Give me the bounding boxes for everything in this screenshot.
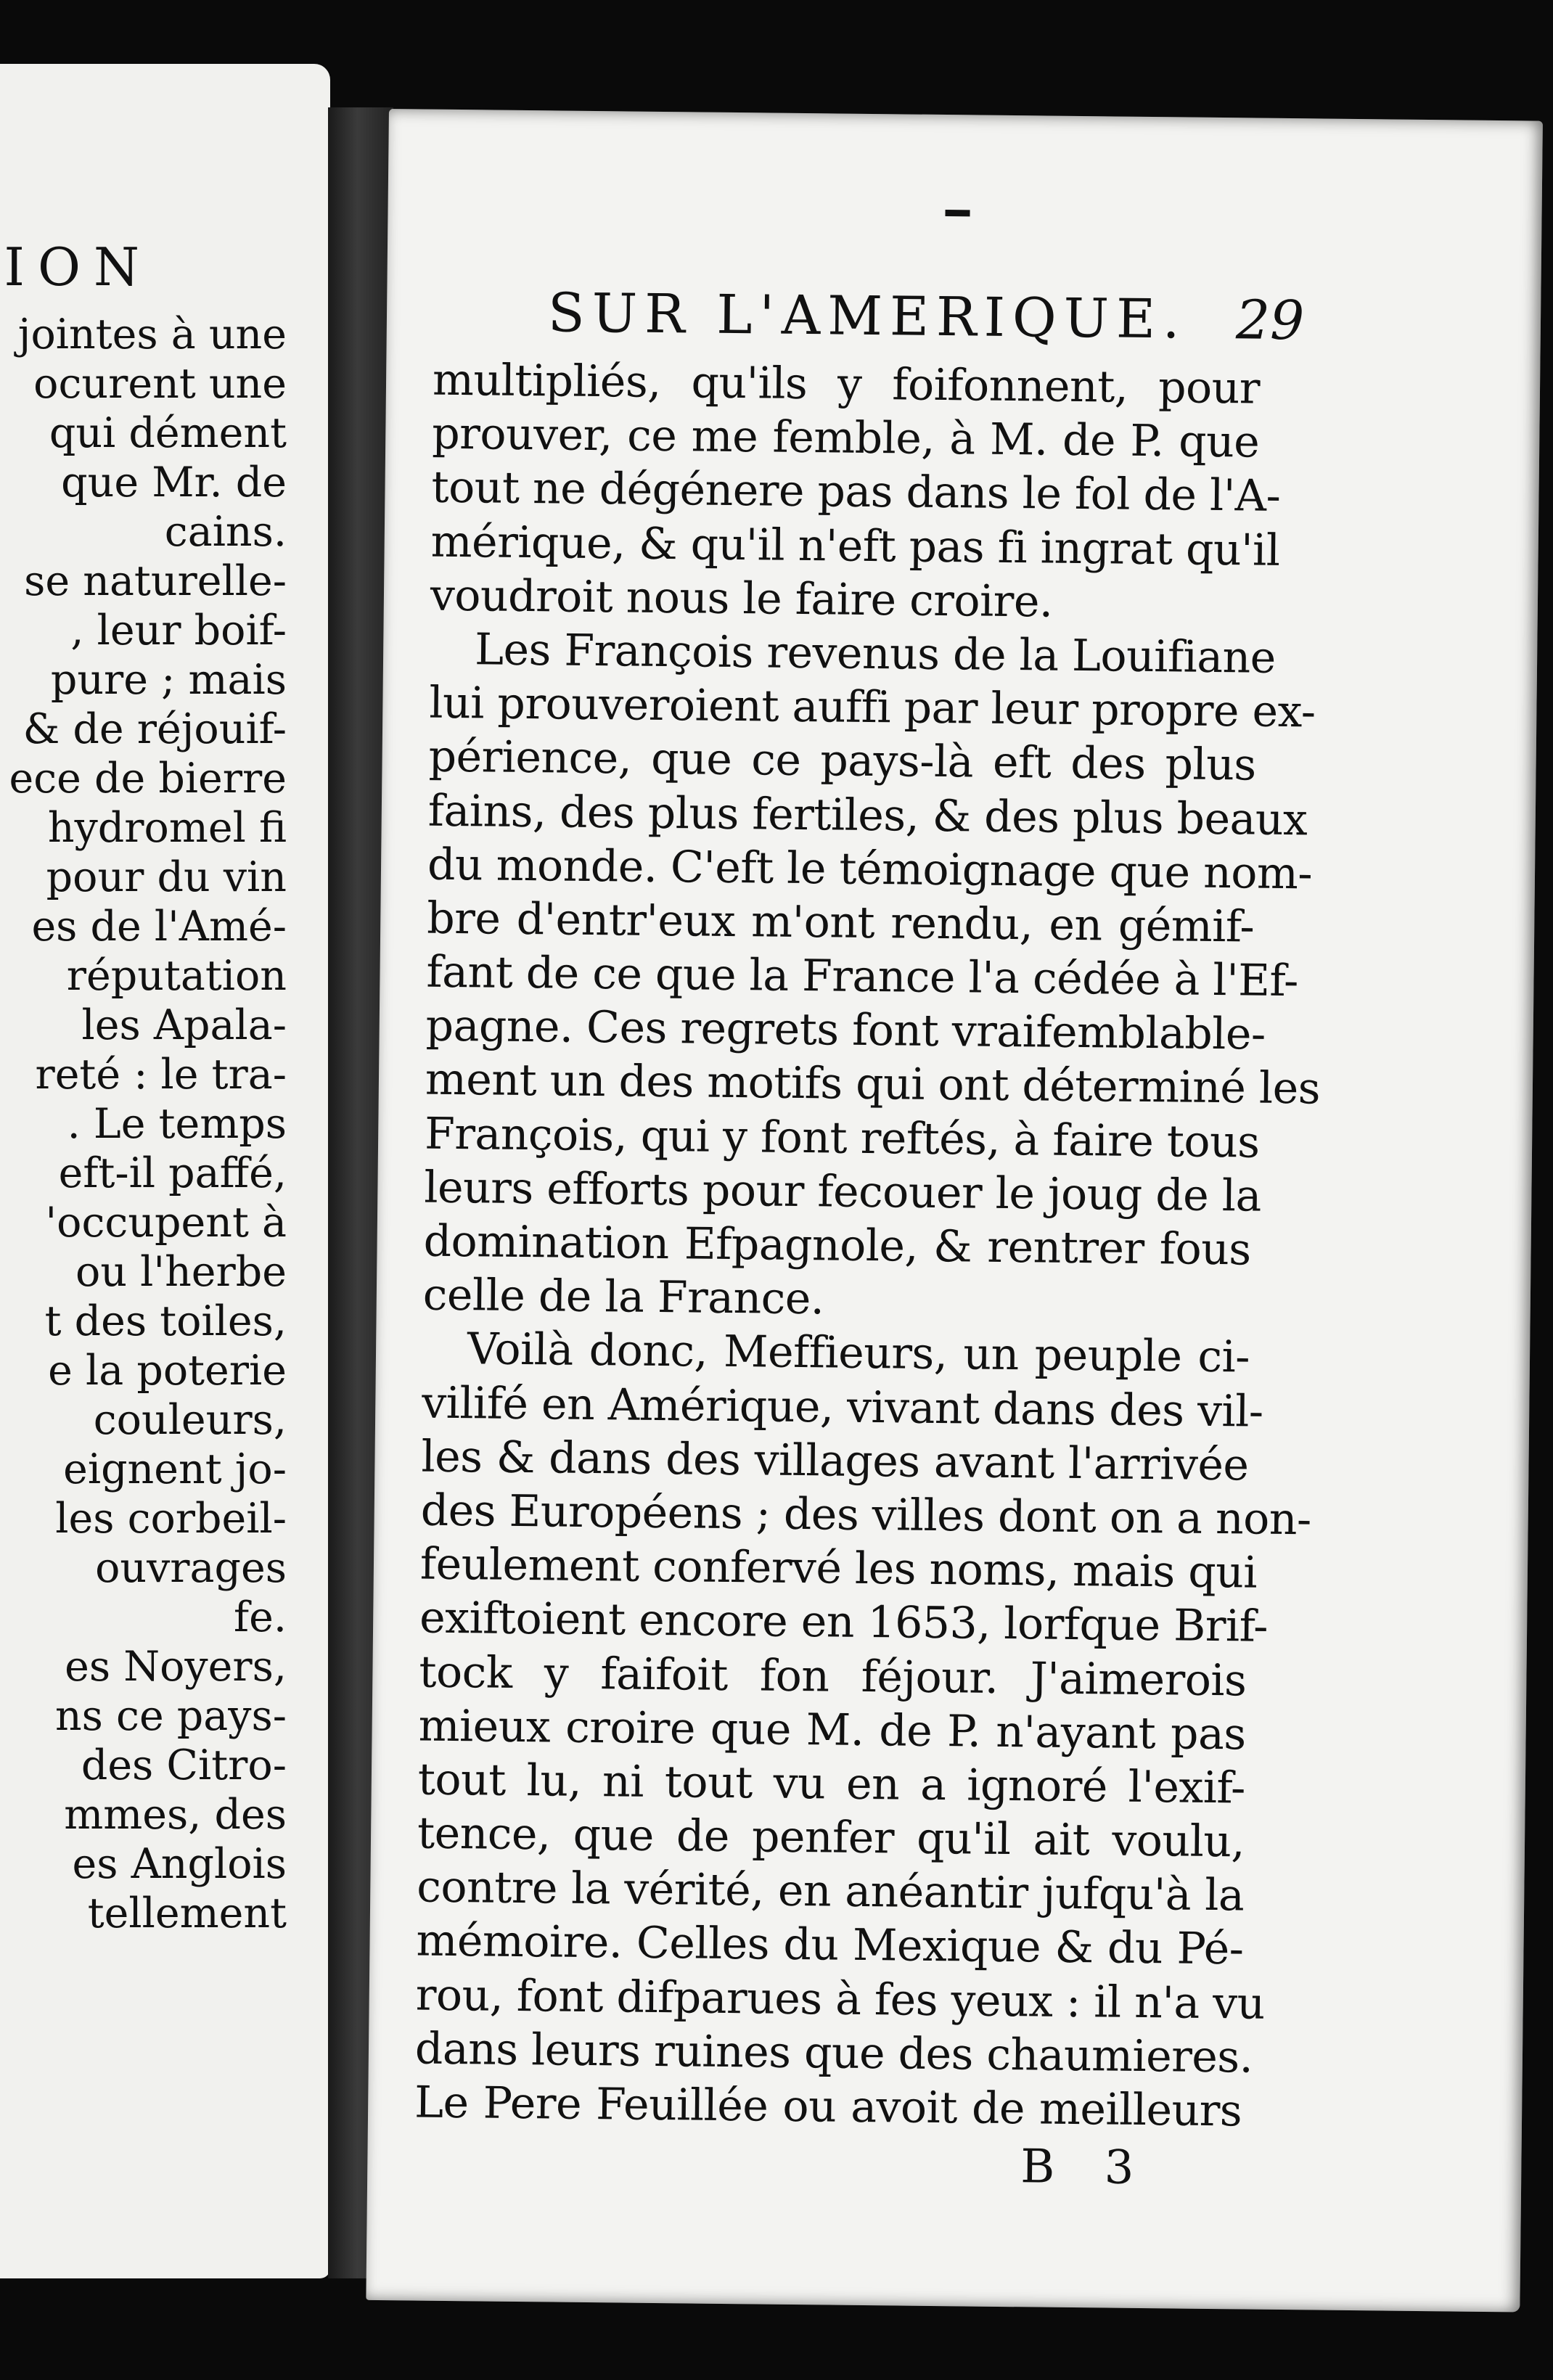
text-line: multipliés, qu'ils y foifonnent, pour — [432, 354, 1261, 414]
right-page — [366, 109, 1543, 2312]
text-line: fains, des plus fertiles, & des plus beaux — [427, 785, 1308, 845]
text-line: dans leurs ruines que des chaumieres. — [414, 2023, 1253, 2083]
left-page-header: ION — [4, 237, 152, 298]
left-text-line: les corbeil- — [55, 1495, 287, 1543]
running-head: SUR L'AMERIQUE. — [547, 282, 1188, 351]
left-text-line: , leur boif- — [70, 607, 287, 654]
left-text-line: e la poterie — [48, 1347, 287, 1395]
left-text-line: des Citro- — [81, 1741, 287, 1789]
left-text-line: 'occupent à — [45, 1199, 287, 1247]
text-line: tout ne dégénere pas dans le fol de l'A- — [431, 462, 1281, 522]
text-line: bre d'entr'eux m'ont rendu, en gémif- — [426, 892, 1255, 953]
left-text-line: pour du vin — [46, 853, 287, 901]
text-line: tock y faifoit fon féjour. J'aimerois — [419, 1646, 1247, 1706]
page-number: 29 — [1235, 289, 1305, 353]
left-text-line: que Mr. de — [61, 459, 287, 506]
text-line: Le Pere Feuillée ou avoit de meilleurs — [414, 2077, 1242, 2137]
left-text-line: jointes à une — [17, 311, 287, 358]
left-text-line: ns ce pays- — [54, 1692, 287, 1740]
text-line: domination Efpagnole, & rentrer fous — [423, 1215, 1251, 1276]
text-line: François, qui y font reftés, à faire tous — [424, 1108, 1260, 1168]
text-line: feulement confervé les noms, mais qui — [419, 1538, 1258, 1599]
left-text-line: ocurent une — [33, 360, 287, 408]
signature-mark: B 3 — [1020, 2140, 1152, 2196]
text-line: des Européens ; des villes dont on a non- — [420, 1485, 1312, 1546]
left-text-line: mmes, des — [64, 1791, 287, 1839]
left-text-line: t des toiles, — [44, 1297, 287, 1345]
left-text-line: es Noyers, — [65, 1643, 287, 1691]
text-line: rou, font difparues à fes yeux : il n'a vu — [415, 1969, 1266, 2030]
left-text-line: es Anglois — [72, 1840, 287, 1888]
text-line: contre la vérité, en anéantir jufqu'à la — [416, 1861, 1245, 1921]
left-text-line: eft-il paffé, — [58, 1149, 287, 1197]
text-line: mieux croire que M. de P. n'ayant pas — [418, 1700, 1246, 1760]
left-text-line: qui dément — [49, 409, 287, 457]
left-text-line: eignent jo- — [63, 1445, 287, 1493]
left-page — [0, 64, 330, 2278]
left-text-line: réputation — [66, 952, 287, 1000]
text-line: tout lu, ni tout vu en a ignoré l'exif- — [417, 1754, 1246, 1814]
left-text-line: couleurs, — [93, 1396, 287, 1444]
text-line: celle de la France. — [422, 1269, 824, 1325]
left-text-line: pure ; mais — [50, 656, 287, 704]
left-text-line: se naturelle- — [24, 557, 287, 605]
text-line: du monde. C'eft le témoignage que nom- — [427, 839, 1313, 900]
text-line: mérique, & qu'il n'eft pas fi ingrat qu'il — [430, 516, 1280, 576]
text-line: vilifé en Amérique, vivant dans des vil- — [421, 1377, 1264, 1437]
left-text-line: fe. — [234, 1593, 287, 1641]
text-line: lui prouveroient auffi par leur propre ex- — [429, 677, 1316, 738]
left-text-line: cains. — [164, 508, 287, 556]
text-line: leurs efforts pour fecouer le joug de la — [424, 1162, 1262, 1222]
text-line: voudroit nous le faire croire. — [430, 570, 1053, 628]
text-line: ment un des motifs qui ont déterminé les — [425, 1054, 1321, 1115]
left-text-line: ouvrages — [95, 1544, 287, 1592]
text-line: prouver, ce me femble, à M. de P. que — [431, 408, 1260, 468]
text-line: tence, que de penfer qu'il ait voulu, — [417, 1807, 1245, 1868]
text-line: pagne. Ces regrets font vraifemblable- — [425, 1000, 1266, 1060]
left-text-line: hydromel fi — [47, 804, 287, 852]
text-line: les & dans des villages avant l'arrivée — [421, 1431, 1249, 1491]
header-dash — [945, 210, 970, 216]
text-line: fant de ce que la France l'a cédée à l'Ef- — [426, 946, 1299, 1007]
body-text — [414, 354, 1321, 2137]
text-line: exiftoient encore en 1653, lorfque Brif- — [419, 1592, 1269, 1653]
left-text-line: les Apala- — [81, 1001, 287, 1049]
text-line: mémoire. Celles du Mexique & du Pé- — [416, 1915, 1244, 1975]
left-text-line: & de réjouif- — [22, 705, 287, 753]
left-text-line: ou l'herbe — [75, 1248, 287, 1296]
text-line: Voilà donc, Meffieurs, un peuple ci- — [467, 1324, 1250, 1383]
left-text-line: es de l'Amé- — [31, 903, 287, 951]
left-text-line: reté : le tra- — [35, 1051, 287, 1099]
text-line: Les François revenus de la Louifiane — [474, 624, 1277, 684]
text-line: périence, que ce pays-là eft des plus — [428, 731, 1256, 791]
left-text-line: tellement — [87, 1889, 287, 1937]
left-text-line: ece de bierre — [9, 755, 287, 803]
left-text-line: . Le temps — [67, 1100, 287, 1148]
